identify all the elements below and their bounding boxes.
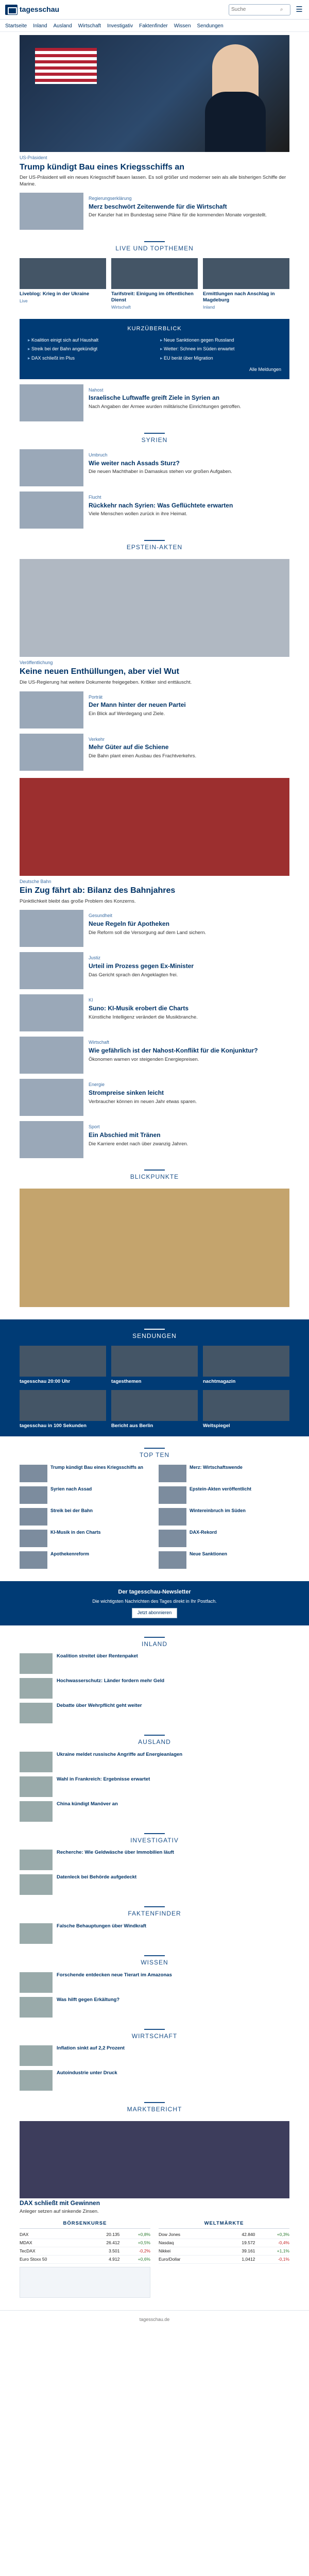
list-item[interactable] — [20, 1923, 289, 1944]
overview-more-link[interactable]: Alle Meldungen — [249, 366, 281, 372]
item-title[interactable]: Recherche: Wie Geldwäsche über Immobilien läuft — [57, 1850, 174, 1856]
item-thumbnail — [20, 1465, 47, 1482]
blickpunkte-image[interactable] — [20, 1189, 289, 1307]
teaser-topline: Umbruch — [89, 452, 108, 458]
teaser[interactable] — [20, 952, 289, 989]
top-ten-item[interactable] — [159, 1508, 289, 1526]
live-card[interactable] — [20, 258, 106, 311]
card-label: Live — [20, 298, 28, 304]
card-image — [20, 1390, 106, 1421]
item-thumbnail — [20, 1551, 47, 1569]
section-title-epstein: EPSTEIN-AKTEN — [20, 540, 289, 552]
overview-item[interactable]: ▸ Streik bei der Bahn angekündigt — [28, 346, 149, 352]
index-change: -0,2% — [119, 2247, 150, 2256]
teaser-topline: Veröffentlichung — [20, 659, 53, 665]
teaser-image — [20, 734, 83, 771]
teaser-text: Die Bahn plant einen Ausbau des Frachtverkehrs. — [89, 753, 197, 759]
top-ten-item[interactable] — [20, 1551, 150, 1569]
teaser-headline[interactable]: Wie weiter nach Assads Sturz? — [89, 459, 180, 467]
item-thumbnail — [20, 1776, 53, 1797]
list-item[interactable] — [20, 1752, 289, 1772]
index-value: 39.161 — [218, 2247, 255, 2256]
teaser-text: Verbraucher können im neuen Jahr etwas sparen. — [89, 1098, 197, 1105]
table-row[interactable] — [159, 2231, 289, 2239]
item-thumbnail — [20, 1508, 47, 1526]
teaser-headline[interactable]: Ein Abschied mit Tränen — [89, 1131, 161, 1139]
teaser-text: Die US-Regierung hat weitere Dokumente freigegeben. Kritiker sind enttäuscht. — [20, 680, 192, 686]
teaser-headline[interactable]: Der Mann hinter der neuen Partei — [89, 701, 186, 709]
item-title[interactable]: Debatte über Wehrpflicht geht weiter — [57, 1703, 142, 1709]
market-data — [20, 2221, 289, 2298]
card-title[interactable]: Weltspiegel — [203, 1422, 230, 1429]
index-change: +0,5% — [119, 2239, 150, 2247]
live-cards — [20, 258, 289, 311]
teaser-text: Das Gericht sprach den Angeklagten frei. — [89, 972, 178, 978]
teaser[interactable] — [20, 1121, 289, 1158]
item-thumbnail — [20, 1923, 53, 1944]
card-image — [111, 1390, 198, 1421]
teaser-topline: Gesundheit — [89, 913, 113, 919]
teaser-image — [20, 449, 83, 486]
table-row[interactable] — [20, 2256, 150, 2264]
sendung-card[interactable] — [20, 1346, 106, 1385]
teaser-topline: Regierungserklärung — [89, 196, 132, 201]
index-value: 42.840 — [218, 2231, 255, 2239]
list-item[interactable] — [20, 1997, 289, 2018]
teaser-topline: Porträt — [89, 694, 103, 700]
section-title-blickpunkte: BLICKPUNKTE — [20, 1170, 289, 1181]
top-ten-item[interactable] — [159, 1465, 289, 1482]
teaser-text: Ein Blick auf Werdegang und Ziele. — [89, 710, 165, 717]
teaser-topline: Deutsche Bahn — [20, 878, 52, 884]
card-label: Wirtschaft — [111, 304, 131, 310]
index-value: 19.572 — [218, 2239, 255, 2247]
item-thumbnail — [20, 1486, 47, 1504]
teaser-headline[interactable]: DAX schließt mit Gewinnen — [20, 2199, 100, 2207]
teaser-image — [20, 492, 83, 529]
newsletter-text: Die wichtigsten Nachrichten des Tages direkt in Ihr Postfach. — [92, 1599, 217, 1604]
index-name: Dow Jones — [159, 2231, 218, 2239]
index-name: Euro/Dollar — [159, 2256, 218, 2264]
teaser-text: Die neuen Machthaber in Damaskus stehen vor großen Aufgaben. — [89, 469, 232, 475]
teaser-image — [20, 1121, 83, 1158]
teaser-image — [20, 1037, 83, 1074]
teaser[interactable] — [20, 449, 289, 486]
item-thumbnail — [20, 1678, 53, 1699]
list-item[interactable] — [20, 2045, 289, 2066]
teaser-topline: Wirtschaft — [89, 1040, 110, 1045]
section-title-top-ten: TOP TEN — [20, 1448, 289, 1460]
item-thumbnail — [20, 1874, 53, 1895]
card-title[interactable]: tagesthemen — [111, 1378, 142, 1384]
item-thumbnail — [20, 2070, 53, 2091]
sendung-card[interactable] — [203, 1346, 289, 1385]
main-content — [20, 35, 289, 1307]
section-title-ausland: AUSLAND — [20, 1735, 289, 1747]
site-logo[interactable] — [5, 5, 59, 15]
list-item[interactable] — [20, 1653, 289, 1674]
footer-text[interactable]: tagesschau.de — [139, 2317, 170, 2323]
top-navigation — [0, 20, 309, 32]
section-title-syrien: SYRIEN — [20, 433, 289, 445]
section-title-investigativ: INVESTIGATIV — [20, 1833, 289, 1845]
teaser-image — [20, 691, 83, 728]
item-thumbnail — [20, 1801, 53, 1822]
index-change: -0,4% — [255, 2239, 289, 2247]
teaser-headline[interactable]: Ein Zug fährt ab: Bilanz des Bahnjahres — [20, 886, 176, 895]
nav-item[interactable]: Sendungen — [197, 23, 224, 29]
top-ten-item[interactable] — [159, 1530, 289, 1547]
card-image — [20, 258, 106, 289]
nav-item[interactable]: Investigativ — [107, 23, 133, 29]
card-title[interactable]: Bericht aus Berlin — [111, 1422, 153, 1429]
teaser-text: Künstliche Intelligenz verändert die Musikbranche. — [89, 1014, 198, 1020]
item-title[interactable]: DAX-Rekord — [190, 1529, 217, 1535]
person-body — [205, 92, 266, 152]
item-thumbnail — [20, 1972, 53, 1993]
teaser-text: Die Reform soll die Versorgung auf dem Land sichern. — [89, 929, 207, 936]
overview-item[interactable]: ▸ EU berät über Migration — [160, 355, 281, 362]
list-item[interactable] — [20, 1874, 289, 1895]
nav-item[interactable]: Wirtschaft — [78, 23, 101, 29]
nav-item[interactable]: Startseite — [5, 23, 27, 29]
card-title[interactable]: nachtmagazin — [203, 1378, 236, 1384]
live-card[interactable] — [111, 258, 198, 311]
item-title[interactable]: China kündigt Manöver an — [57, 1801, 118, 1807]
market-table — [159, 2231, 289, 2264]
item-thumbnail — [159, 1465, 186, 1482]
index-value: 1,0412 — [218, 2256, 255, 2264]
teaser-topline: Flucht — [89, 495, 101, 500]
teaser-headline[interactable]: Neue Regeln für Apotheken — [89, 920, 169, 928]
item-thumbnail — [20, 2045, 53, 2066]
item-title[interactable]: Neue Sanktionen — [190, 1551, 228, 1556]
card-label: Inland — [203, 304, 215, 310]
table-row[interactable] — [20, 2231, 150, 2239]
train-image[interactable] — [20, 778, 289, 876]
index-name: Euro Stoxx 50 — [20, 2256, 87, 2264]
overview-item[interactable]: ▸ Neue Sanktionen gegen Russland — [160, 337, 281, 344]
header — [0, 0, 309, 20]
teaser-topline: KI — [89, 997, 93, 1003]
teaser[interactable] — [20, 994, 289, 1031]
search-box[interactable] — [229, 4, 290, 15]
item-thumbnail — [20, 1997, 53, 2018]
footer — [0, 2310, 309, 2331]
teaser[interactable] — [20, 910, 289, 947]
index-change: +0,8% — [119, 2231, 150, 2239]
section-title-sendungen: SENDUNGEN — [20, 1329, 289, 1341]
teaser-headline[interactable]: Merz beschwört Zeitenwende für die Wirtschaft — [89, 202, 227, 210]
logo-icon — [5, 5, 18, 15]
teaser-headline[interactable]: Keine neuen Enthüllungen, aber viel Wut — [20, 667, 179, 676]
item-title[interactable]: Epstein-Akten veröffentlicht — [190, 1486, 252, 1492]
search-icon[interactable]: ⌕ — [280, 7, 283, 12]
item-title[interactable]: Streik bei der Bahn — [50, 1507, 93, 1513]
hero-headline[interactable]: Trump kündigt Bau eines Kriegsschiffs an — [20, 162, 185, 172]
index-value: 4.912 — [87, 2256, 120, 2264]
market-chart[interactable] — [20, 2267, 150, 2298]
list-item[interactable] — [20, 2070, 289, 2091]
sendung-card[interactable] — [111, 1346, 198, 1385]
newsletter-button[interactable]: Jetzt abonnieren — [132, 1608, 178, 1618]
teaser-topline: Sport — [89, 1124, 100, 1130]
live-card[interactable] — [203, 258, 289, 311]
top-ten-item[interactable] — [159, 1551, 289, 1569]
logo-text: tagesschau — [20, 5, 60, 14]
item-title[interactable]: Was hilft gegen Erkältung? — [57, 1996, 120, 2003]
teaser-headline[interactable]: Mehr Güter auf die Schiene — [89, 743, 169, 751]
card-title[interactable]: Liveblog: Krieg in der Ukraine — [20, 291, 90, 297]
sendungen-section — [0, 1319, 309, 1436]
teaser-headline[interactable]: Wie gefährlich ist der Nahost-Konflikt für die Konjunktur? — [89, 1047, 258, 1055]
teaser[interactable] — [20, 691, 289, 728]
overview-title: KURZÜBERBLICK — [127, 325, 182, 332]
teaser-headline[interactable]: Strompreise sinken leicht — [89, 1089, 164, 1097]
menu-icon[interactable]: ☰ — [296, 5, 303, 14]
sendung-card[interactable] — [111, 1390, 198, 1429]
index-change: -0,1% — [255, 2256, 289, 2264]
index-name: Nikkei — [159, 2247, 218, 2256]
search-input[interactable] — [231, 6, 280, 13]
index-value: 26.412 — [87, 2239, 120, 2247]
teaser-headline[interactable]: Rückkehr nach Syrien: Was Geflüchtete erwarten — [89, 501, 233, 509]
index-change: +1,1% — [255, 2247, 289, 2256]
teaser-image — [20, 952, 83, 989]
teaser[interactable] — [20, 193, 289, 230]
hero-text: Der US-Präsident will ein neues Kriegsschiff bauen lassen. Es soll größer und moderner sein als alle bisherigen Schiffe der Marine. — [20, 175, 286, 187]
item-thumbnail — [20, 1752, 53, 1772]
table-row[interactable] — [159, 2256, 289, 2264]
teaser-text: Ökonomen warnen vor steigenden Energiepreisen. — [89, 1056, 199, 1062]
section-title-wirtschaft: WIRTSCHAFT — [20, 2029, 289, 2041]
item-title[interactable]: Trump kündigt Bau eines Kriegsschiffs an — [50, 1464, 144, 1470]
item-thumbnail — [159, 1530, 186, 1547]
card-title[interactable]: tagesschau in 100 Sekunden — [20, 1422, 87, 1429]
index-change: +0,3% — [255, 2231, 289, 2239]
list-item[interactable] — [20, 1850, 289, 1870]
card-title[interactable]: tagesschau 20:00 Uhr — [20, 1378, 71, 1384]
nav-item[interactable]: Faktenfinder — [139, 23, 168, 29]
teaser[interactable] — [20, 384, 289, 421]
sendung-card[interactable] — [20, 1390, 106, 1429]
index-name: Nasdaq — [159, 2239, 218, 2247]
item-title[interactable]: Apothekenreform — [50, 1551, 90, 1556]
index-value: 20.135 — [87, 2231, 120, 2239]
index-name: TecDAX — [20, 2247, 87, 2256]
top-ten-item[interactable] — [20, 1508, 150, 1526]
teaser-headline[interactable]: Suno: KI-Musik erobert die Charts — [89, 1005, 189, 1012]
section-title-wissen: WISSEN — [20, 1955, 289, 1967]
item-thumbnail — [20, 1530, 47, 1547]
item-title[interactable]: Autoindustrie unter Druck — [57, 2070, 117, 2076]
teaser[interactable] — [20, 1037, 289, 1074]
teaser[interactable] — [20, 734, 289, 771]
top-ten-item[interactable] — [20, 1486, 150, 1504]
nav-item[interactable]: Wissen — [174, 23, 191, 29]
item-thumbnail — [159, 1551, 186, 1569]
card-title[interactable]: Ermittlungen nach Anschlag in Magdeburg — [203, 291, 275, 303]
card-title[interactable]: Tarifstreit: Einigung im öffentlichen Dienst — [111, 291, 194, 303]
epstein-image[interactable] — [20, 559, 289, 657]
table-row[interactable] — [159, 2239, 289, 2247]
index-name: DAX — [20, 2231, 87, 2239]
market-table — [20, 2231, 150, 2264]
teaser-text: Anleger setzen auf sinkende Zinsen. — [20, 2209, 99, 2215]
list-item[interactable] — [20, 1972, 289, 1993]
newsletter-box — [0, 1581, 309, 1625]
teaser-image — [20, 994, 83, 1031]
section-title-faktenfinder: FAKTENFINDER — [20, 1906, 289, 1918]
teaser-image — [20, 384, 83, 421]
sendung-card[interactable] — [203, 1390, 289, 1429]
teaser[interactable] — [20, 492, 289, 529]
teaser[interactable] — [20, 1079, 289, 1116]
nav-item[interactable]: Ausland — [53, 23, 72, 29]
index-change: +0,6% — [119, 2256, 150, 2264]
teaser-topline: Energie — [89, 1082, 105, 1088]
market-title: WELTMÄRKTE — [159, 2221, 289, 2229]
teaser-headline[interactable]: Israelische Luftwaffe greift Ziele in Syrien an — [89, 394, 220, 402]
item-title[interactable]: Inflation sinkt auf 2,2 Prozent — [57, 2045, 125, 2052]
card-image — [203, 258, 289, 289]
teaser-text: Viele Menschen wollen zurück in ihre Heimat. — [89, 511, 187, 517]
item-title[interactable]: Koalition streitet über Rentenpaket — [57, 1653, 138, 1659]
card-image — [203, 1346, 289, 1377]
top-ten-list — [20, 1465, 289, 1569]
teaser-text: Der Kanzler hat im Bundestag seine Pläne für die kommenden Monate vorgestellt. — [89, 212, 267, 218]
teaser-image — [20, 910, 83, 947]
item-thumbnail — [20, 1850, 53, 1870]
newsletter-title: Der tagesschau-Newsletter — [118, 1588, 191, 1595]
item-title[interactable]: Wintereinbruch im Süden — [190, 1507, 246, 1513]
item-title[interactable]: Syrien nach Assad — [50, 1486, 92, 1492]
item-title[interactable]: Datenleck bei Behörde aufgedeckt — [57, 1874, 137, 1880]
teaser-image — [20, 193, 83, 230]
teaser-text: Pünktlichkeit bleibt das große Problem des Konzerns. — [20, 899, 136, 905]
table-row[interactable] — [159, 2247, 289, 2256]
card-image — [111, 1346, 198, 1377]
top-ten-item[interactable] — [20, 1530, 150, 1547]
card-image — [20, 1346, 106, 1377]
item-thumbnail — [159, 1486, 186, 1504]
teaser-headline[interactable]: Urteil im Prozess gegen Ex-Minister — [89, 962, 194, 970]
list-item[interactable] — [20, 1801, 289, 1822]
index-value: 3.501 — [87, 2247, 120, 2256]
teaser-topline: Verkehr — [89, 736, 105, 742]
item-thumbnail — [159, 1508, 186, 1526]
overview-item[interactable]: ▸ Koalition einigt sich auf Haushalt — [28, 337, 149, 344]
item-title[interactable]: Ukraine meldet russische Angriffe auf Energieanlagen — [57, 1751, 183, 1757]
teaser-topline: Justiz — [89, 955, 101, 961]
section-title-marktbericht: MARKTBERICHT — [20, 2102, 289, 2114]
item-thumbnail — [20, 1703, 53, 1723]
list-item[interactable] — [20, 1678, 289, 1699]
section-title-inland: INLAND — [20, 1637, 289, 1649]
item-title[interactable]: Forschende entdecken neue Tierart im Amazonas — [57, 1972, 172, 1978]
card-image — [111, 258, 198, 289]
section-title-live: LIVE UND TOPTHEMEN — [20, 241, 289, 253]
item-title[interactable]: Merz: Wirtschaftswende — [190, 1464, 243, 1470]
item-title[interactable]: KI-Musik in den Charts — [50, 1529, 101, 1535]
teaser-topline: Nahost — [89, 387, 104, 393]
marktbericht-image[interactable] — [20, 2121, 289, 2198]
item-thumbnail — [20, 1653, 53, 1674]
list-item[interactable] — [20, 1776, 289, 1797]
table-row[interactable] — [20, 2247, 150, 2256]
teaser-text: Nach Angaben der Armee wurden militärische Einrichtungen getroffen. — [89, 403, 242, 410]
overview-item[interactable]: ▸ DAX schließt im Plus — [28, 355, 149, 362]
top-ten-item[interactable] — [159, 1486, 289, 1504]
index-name: MDAX — [20, 2239, 87, 2247]
hero-topline: US-Präsident — [20, 155, 47, 160]
overview-item[interactable]: ▸ Wetter: Schnee im Süden erwartet — [160, 346, 281, 352]
item-title[interactable]: Wahl in Frankreich: Ergebnisse erwartet — [57, 1776, 150, 1782]
nav-item[interactable]: Inland — [33, 23, 47, 29]
teaser-image — [20, 1079, 83, 1116]
market-title: BÖRSENKURSE — [20, 2221, 150, 2229]
card-image — [203, 1390, 289, 1421]
item-title[interactable]: Falsche Behauptungen über Windkraft — [57, 1923, 147, 1929]
top-ten-item[interactable] — [20, 1465, 150, 1482]
table-row[interactable] — [20, 2239, 150, 2247]
teaser-text: Die Karriere endet nach über zwanzig Jahren. — [89, 1141, 188, 1147]
overview-box — [20, 319, 289, 379]
flag-graphic — [35, 48, 97, 84]
item-title[interactable]: Hochwasserschutz: Länder fordern mehr Geld — [57, 1678, 165, 1684]
hero-image[interactable] — [20, 35, 289, 152]
list-item[interactable] — [20, 1703, 289, 1723]
